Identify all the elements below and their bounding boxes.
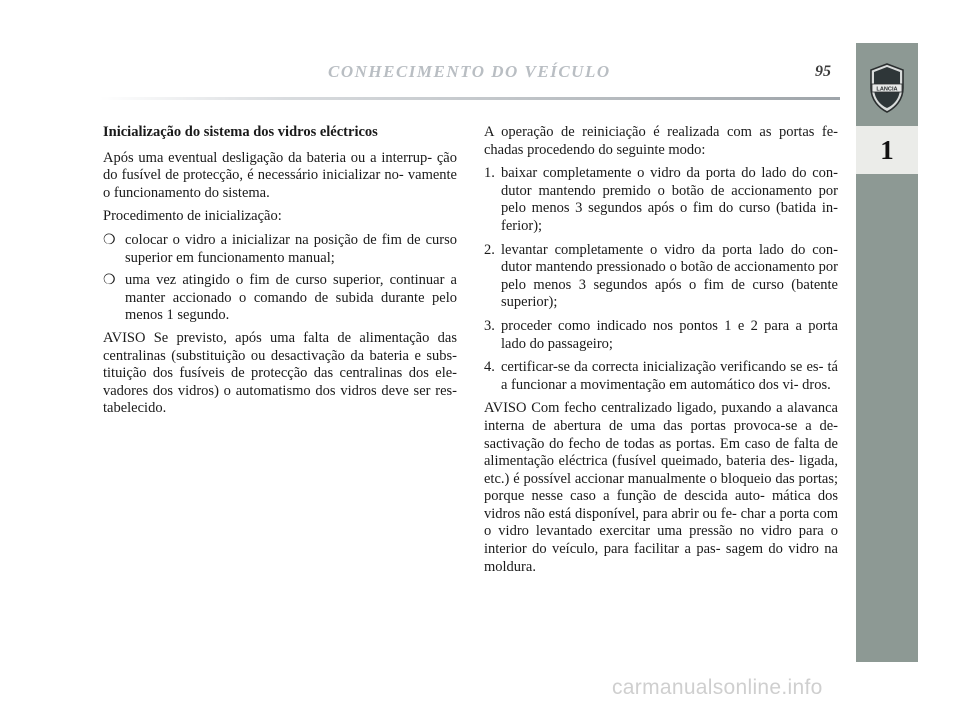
intro-paragraph: Após uma eventual desligação da bateria ou a interrup- ção do fusível de protecção, é necessário inicializar no- vamente o funcionamento do sistema.: [103, 149, 457, 201]
step-number: 1.: [484, 165, 495, 182]
left-column: [103, 124, 457, 424]
section-title: CONHECIMENTO DO VEÍCULO: [328, 62, 611, 81]
lancia-logo-icon: [868, 62, 906, 114]
step-item: [484, 359, 838, 394]
chapter-tab: [856, 126, 918, 174]
step-number: 4.: [484, 359, 495, 376]
step-text: proceder como indicado nos pontos 1 e 2 para a porta lado do passageiro;: [501, 317, 838, 352]
bullet-item: [103, 272, 457, 325]
page-number: 95: [815, 63, 831, 80]
bullet-text: colocar o vidro a inicializar na posição de fim de curso superior em funcionamento manual;: [125, 231, 457, 266]
reset-intro-paragraph: A operação de reiniciação é realizada com as portas fe- chadas procedendo do seguinte modo:: [484, 124, 838, 158]
step-number: 3.: [484, 317, 495, 334]
step-text: baixar completamente o vidro da porta do lado do con- dutor mantendo premido o botão de accionamento por pelo menos 3 segundos após o fim do curso (batida in- ferior);: [501, 165, 838, 234]
step-text: levantar completamente o vidro da porta lado do con- dutor mantendo pressionado o botão de accionamento por pelo menos 3 segundos após o fim de curso (batente superior);: [501, 241, 838, 311]
bullet-mark-icon: ❍: [103, 273, 116, 289]
step-item: [484, 165, 838, 235]
right-column: [484, 124, 838, 582]
section-heading: Inicialização do sistema dos vidros eléctricos: [103, 124, 378, 140]
bullet-text: uma vez atingido o fim de curso superior, continuar a manter accionado o comando de subida durante pelo menos 1 segundo.: [125, 272, 457, 324]
warning-paragraph: AVISO Com fecho centralizado ligado, puxando a alavanca interna de abertura de uma das portas provoca-se a de- sactivação do fecho de todas as portas. Em caso de falta de alimentação eléctrica (fusível queimado, bateria des- ligada, etc.) é possível accionar manualmente o bloqueio das portas; porque nesse caso a função de descida auto- mática dos vidros não está disponível, para abrir ou fe- char a porta com o vidro levantado exercitar uma pressão no vidro para o interior do veículo, para facilitar a pas- sagem do vidro na moldura.: [484, 400, 838, 575]
step-item: [484, 318, 838, 353]
header-divider: [100, 97, 840, 100]
procedure-label: Procedimento de inicialização:: [103, 208, 282, 225]
step-text: certificar-se da correcta inicialização verificando se es- tá a funcionar a movimentação em automático dos vi- dros.: [501, 359, 838, 393]
chapter-number: 1: [880, 134, 894, 165]
step-number: 2.: [484, 241, 495, 258]
bullet-mark-icon: ❍: [103, 232, 116, 248]
step-item: [484, 242, 838, 312]
logo-lettering: LANCIA: [876, 86, 898, 93]
bullet-item: [103, 232, 457, 267]
watermark: carmanualsonline.info: [612, 676, 823, 699]
warning-paragraph: AVISO Se previsto, após uma falta de alimentação das centralinas (substituição ou desactivação da bateria e subs- tituição dos fusíveis de protecção das centralinas dos ele- vadores dos vidros) o automatismo dos vidros deve ser res- tabelecido.: [103, 329, 457, 417]
